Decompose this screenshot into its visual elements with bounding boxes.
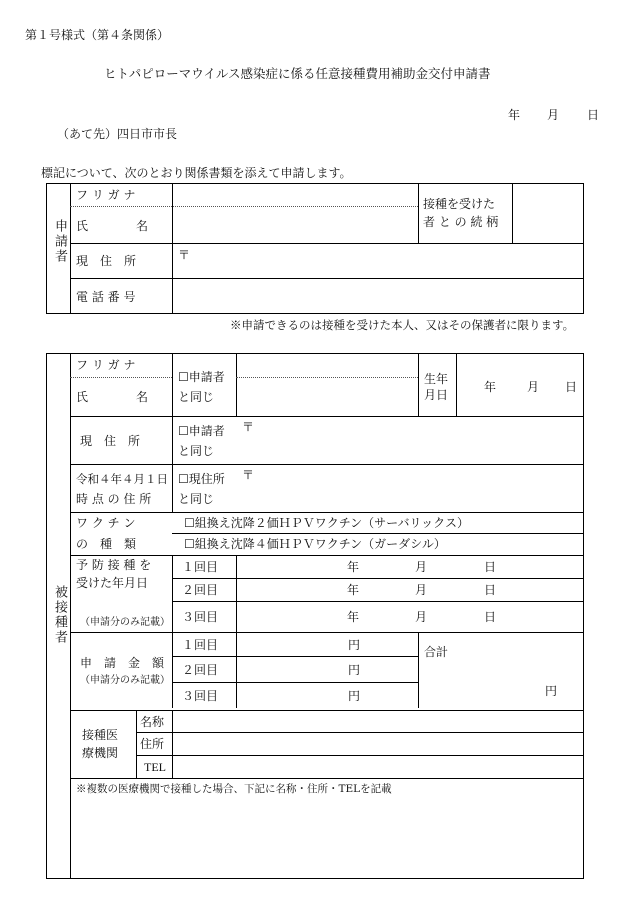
same-as-applicant-checkbox[interactable]: ☐申請者: [178, 370, 225, 384]
birth-label-1: 生年: [424, 372, 449, 386]
clinic-tel-field[interactable]: [176, 757, 580, 776]
vaccine-label-2: の 種 類: [76, 537, 137, 551]
dose-2-label: ２回目: [182, 583, 219, 597]
vacc-date-note: （申請分のみ記載）: [80, 617, 170, 628]
amount-label: 申 請 金 額: [80, 656, 165, 670]
clinic-label-2: 療機関: [82, 746, 119, 760]
dose-2-day[interactable]: 日: [484, 583, 497, 597]
dose-1-year[interactable]: 年: [347, 560, 360, 574]
dose-2-month[interactable]: 月: [415, 583, 428, 597]
dose-2-year[interactable]: 年: [347, 583, 360, 597]
dose-1-month[interactable]: 月: [415, 560, 428, 574]
amount-dose-3-label: ３回目: [182, 689, 219, 703]
recipient-furigana-label: フ リ ガ ナ: [76, 358, 136, 372]
applicant-postal-mark: 〒: [178, 248, 191, 262]
amount-dose-1-yen[interactable]: 円: [348, 638, 361, 652]
amount-dose-1-label: １回目: [182, 638, 219, 652]
applicant-address-label: 現 住 所: [76, 254, 137, 268]
relation-field[interactable]: [516, 186, 580, 240]
amount-dose-2-label: ２回目: [182, 663, 219, 677]
address-same-checkbox[interactable]: ☐申請者: [178, 424, 225, 438]
applicant-address-field[interactable]: [192, 246, 580, 276]
applicant-section-label: 申請者: [52, 219, 67, 264]
addressee: （あて先）四日市市長: [57, 127, 178, 141]
clinic-label-1: 接種医: [82, 728, 119, 742]
amount-dose-2-yen[interactable]: 円: [348, 663, 361, 677]
applicant-furigana-label: フ リ ガ ナ: [76, 188, 136, 202]
multi-clinic-note: ※複数の医療機関で接種した場合、下記に名称・住所・TELを記載: [76, 783, 392, 795]
r4-same-label: と同じ: [178, 492, 215, 506]
recipient-address-label: 現 住 所: [80, 434, 141, 448]
applicant-note: ※申請できるのは接種を受けた本人、又はその保護者に限ります。: [230, 318, 575, 332]
intro-text: 標記について、次のとおり関係書類を添えて申請します。: [41, 166, 352, 180]
recipient-name-label: 氏 名: [76, 390, 149, 404]
clinic-address-field[interactable]: [176, 734, 580, 753]
dose-1-label: １回目: [182, 560, 219, 574]
applicant-phone-label: 電 話 番 号: [76, 290, 136, 304]
dose-3-label: ３回目: [182, 610, 219, 624]
dose-3-month[interactable]: 月: [415, 610, 428, 624]
form-number: 第１号様式（第４条関係）: [25, 28, 170, 42]
address-same-label: と同じ: [178, 444, 215, 458]
applicant-phone-field[interactable]: [176, 281, 580, 311]
multi-clinic-field[interactable]: [74, 798, 580, 876]
total-label: 合計: [424, 645, 449, 659]
r4-address-label-2: 時 点 の 住 所: [76, 492, 152, 506]
vacc-date-label-2: 受けた年月日: [76, 576, 149, 590]
relation-label-2: 者 と の 続 柄: [423, 215, 499, 229]
applicant-name-label: 氏 名: [76, 219, 149, 233]
form-title: ヒトパピローマウイルス感染症に係る任意接種費用補助金交付申請書: [104, 66, 491, 81]
recipient-address-field[interactable]: [256, 419, 580, 461]
same-as-applicant-label: と同じ: [178, 390, 215, 404]
applicant-name-field[interactable]: [176, 210, 414, 240]
recipient-name-field[interactable]: [240, 381, 414, 413]
applicant-furigana-field[interactable]: [176, 186, 414, 204]
clinic-tel-label: TEL: [144, 760, 166, 774]
r4-same-checkbox[interactable]: ☐現住所: [178, 472, 225, 486]
amount-note: （申請分のみ記載）: [80, 675, 170, 686]
date-month: 月: [547, 108, 560, 122]
recipient-furigana-field[interactable]: [240, 356, 414, 375]
birth-label-2: 月日: [424, 388, 449, 402]
birth-month[interactable]: 月: [527, 380, 540, 394]
date-day: 日: [587, 108, 600, 122]
vaccine-option-quadrivalent[interactable]: ☐組換え沈降４価ＨＰＶワクチン（ガーダシル）: [184, 537, 446, 551]
total-yen[interactable]: 円: [545, 684, 558, 698]
birth-year[interactable]: 年: [484, 380, 497, 394]
dose-1-day[interactable]: 日: [484, 560, 497, 574]
date-year: 年: [508, 108, 521, 122]
clinic-address-label: 住所: [140, 737, 165, 751]
vaccine-label-1: ワ ク チ ン: [76, 516, 136, 530]
r4-address-field[interactable]: [256, 467, 580, 509]
clinic-name-label: 名称: [140, 715, 165, 729]
relation-label-1: 接種を受けた: [423, 197, 496, 211]
r4-postal-mark: 〒: [242, 468, 255, 482]
vaccine-option-bivalent[interactable]: ☐組換え沈降２価ＨＰＶワクチン（サーバリックス）: [184, 516, 469, 530]
birth-day[interactable]: 日: [565, 380, 578, 394]
amount-dose-3-yen[interactable]: 円: [348, 689, 361, 703]
r4-address-label-1: 令和４年４月１日: [76, 472, 168, 486]
recipient-section-label: 被接種者: [52, 585, 67, 645]
dose-3-year[interactable]: 年: [347, 610, 360, 624]
dose-3-day[interactable]: 日: [484, 610, 497, 624]
recipient-postal-mark: 〒: [242, 420, 255, 434]
clinic-name-field[interactable]: [176, 712, 580, 731]
vacc-date-label-1: 予 防 接 種 を: [76, 558, 152, 572]
